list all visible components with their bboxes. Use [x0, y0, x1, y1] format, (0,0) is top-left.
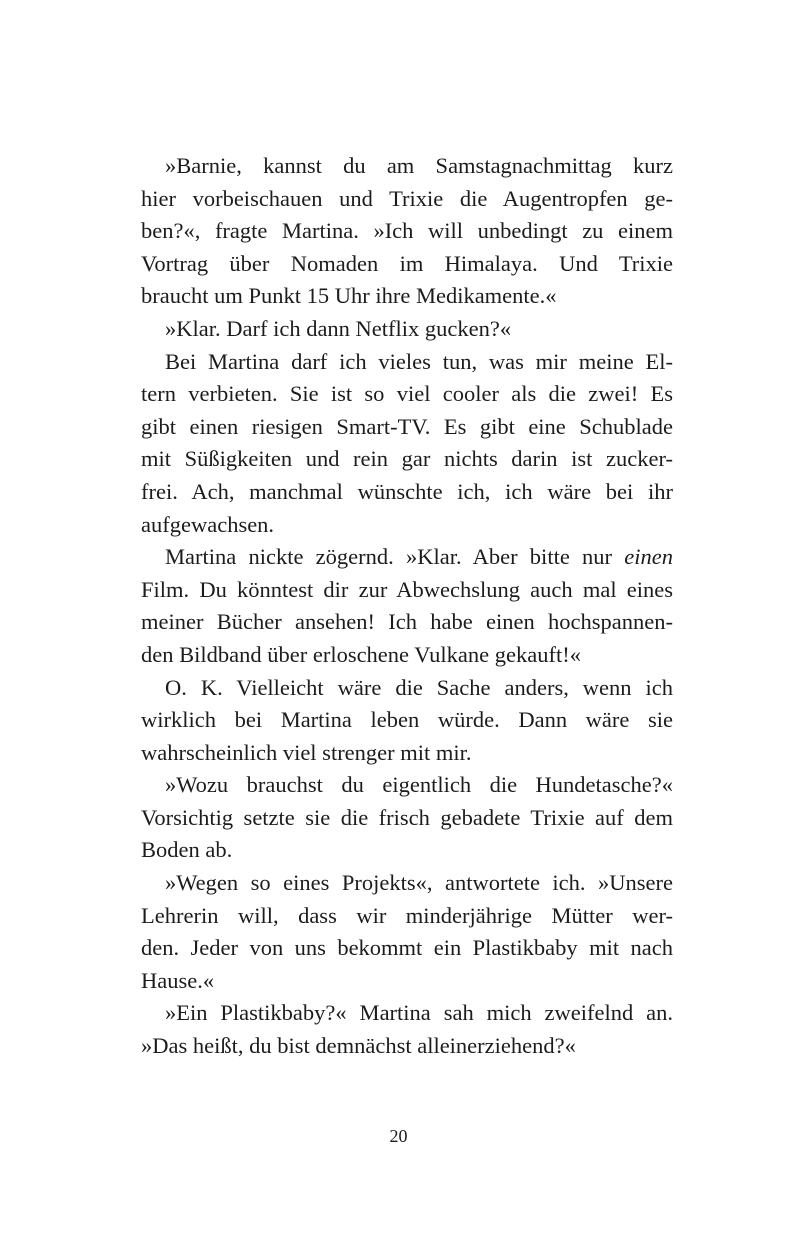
emphasized-word: einen	[624, 544, 673, 570]
text-line: den. Jeder von uns bekommt ein Plastikbaby mit nach	[141, 935, 673, 961]
text-line: »Klar. Darf ich dann Netflix gucken?«	[165, 315, 512, 341]
text-line: den Bildband über erloschene Vulkane gekauft!«	[141, 641, 581, 667]
text-line: »Das heißt, du bist demnächst alleinerziehend?«	[141, 1033, 576, 1059]
text-line: aufgewachsen.	[141, 511, 275, 537]
text-line: »Wozu brauchst du eigentlich die Hundetasche?«	[165, 772, 673, 798]
text-line: »Barnie, kannst du am Samstagnachmittag kurz	[165, 153, 673, 178]
text-line: »Wegen so eines Projekts«, antwortete ich. »Unsere	[165, 870, 673, 896]
text-line: O. K. Vielleicht wäre die Sache anders, wenn ich	[165, 674, 673, 700]
text-line	[141, 541, 673, 574]
text-line: Vorsichtig setzte sie die frisch gebadete Trixie auf dem	[141, 804, 673, 830]
text-line: Lehrerin will, dass wir minderjährige Mütter wer-	[141, 902, 673, 928]
text-line: Vortrag über Nomaden im Himalaya. Und Trixie	[141, 250, 673, 276]
text-line: wirklich bei Martina leben würde. Dann wäre sie	[141, 707, 673, 733]
text-line: mit Süßigkeiten und rein gar nichts darin ist zucker-	[141, 446, 673, 472]
text-line: Film. Du könntest dir zur Abwechslung auch mal eines	[141, 576, 673, 602]
page-number: 20	[389, 1126, 408, 1146]
text-line: gibt einen riesigen Smart-TV. Es gibt eine Schublade	[141, 413, 673, 439]
text-line: »Ein Plastikbaby?« Martina sah mich zweifelnd an.	[165, 1000, 673, 1026]
text-line: hier vorbeischauen und Trixie die Augentropfen ge-	[141, 185, 673, 211]
text-line: braucht um Punkt 15 Uhr ihre Medikamente.«	[141, 283, 557, 309]
body-text	[141, 150, 673, 1063]
text-line: ben?«, fragte Martina. »Ich will unbedingt zu einem	[141, 218, 673, 244]
text-line: tern verbieten. Sie ist so viel cooler als die zwei! Es	[141, 381, 673, 407]
text-line: Hause.«	[141, 967, 215, 993]
text-line: wahrscheinlich viel strenger mit mir.	[141, 739, 472, 765]
text-line: frei. Ach, manchmal wünschte ich, ich wäre bei ihr	[141, 478, 673, 504]
text-line: Boden ab.	[141, 837, 233, 863]
text-line: Bei Martina darf ich vieles tun, was mir meine El-	[165, 348, 673, 374]
text-line: meiner Bücher ansehen! Ich habe einen hochspannen-	[141, 609, 673, 635]
text-segment: Martina nickte zögernd. »Klar. Aber bitte nur	[165, 544, 625, 570]
